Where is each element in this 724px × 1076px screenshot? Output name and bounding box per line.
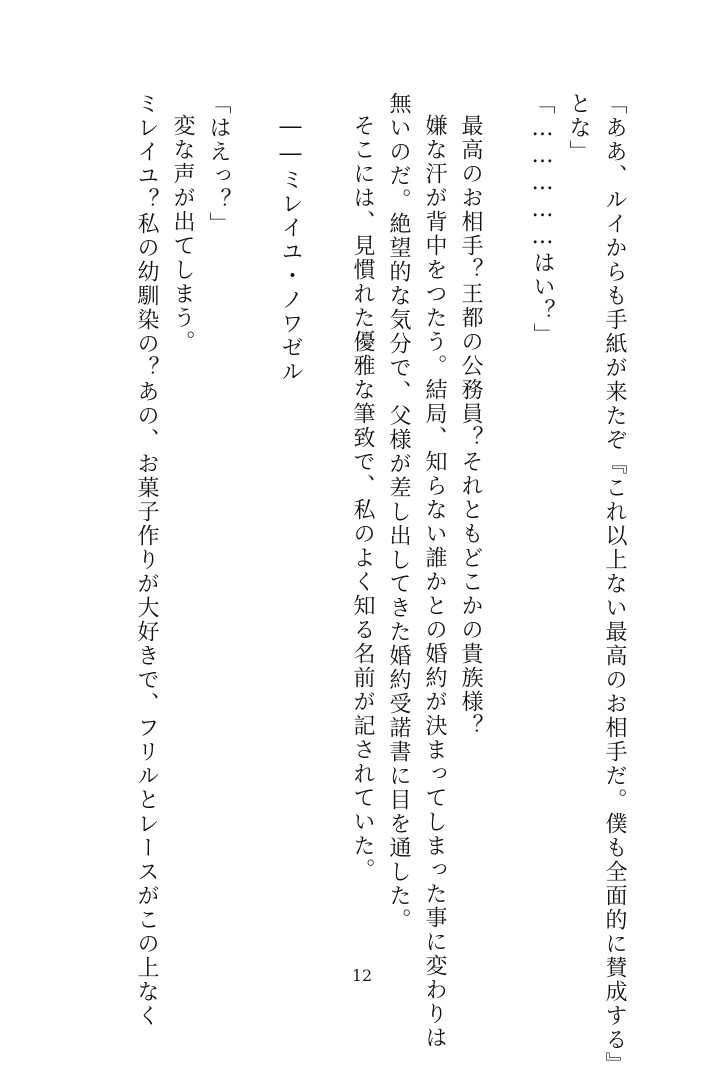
blank-line	[488, 92, 524, 962]
text-line: 最高のお相手？王都の公務員？それともどこかの貴族様？	[458, 114, 483, 738]
text-line: 「はえっ？」	[206, 92, 231, 236]
text-line: 「……………はい？」	[530, 92, 555, 347]
text-line: そこには、見慣れた優雅な筆致で、私のよく知る名前が記されていた。	[350, 114, 375, 882]
blank-line	[308, 92, 344, 962]
blank-line	[236, 92, 272, 962]
text-line: とな」	[566, 92, 591, 164]
text-line: 変な声が出てしまう。	[170, 114, 195, 354]
text-line: ――ミレイユ・ノワゼル	[278, 114, 303, 384]
text-line: ミレイユ？私の幼馴染の？あの、お菓子作りが大好きで、フリルとレースがこの上なく	[134, 92, 159, 1028]
text-line: 嫌な汗が背中をつたう。結局、知らない誰かとの婚約が決まってしまった事に変わりは	[422, 114, 447, 1050]
text-line: 無いのだ。絶望的な気分で、父様が差し出してきた婚約受諾書に目を通した。	[386, 92, 411, 932]
text-line: 「ああ、ルイからも手紙が来たぞ『これ以上ない最高のお相手だ。僕も全面的に賛成する』	[602, 92, 627, 1076]
page-number: 12	[351, 966, 373, 985]
